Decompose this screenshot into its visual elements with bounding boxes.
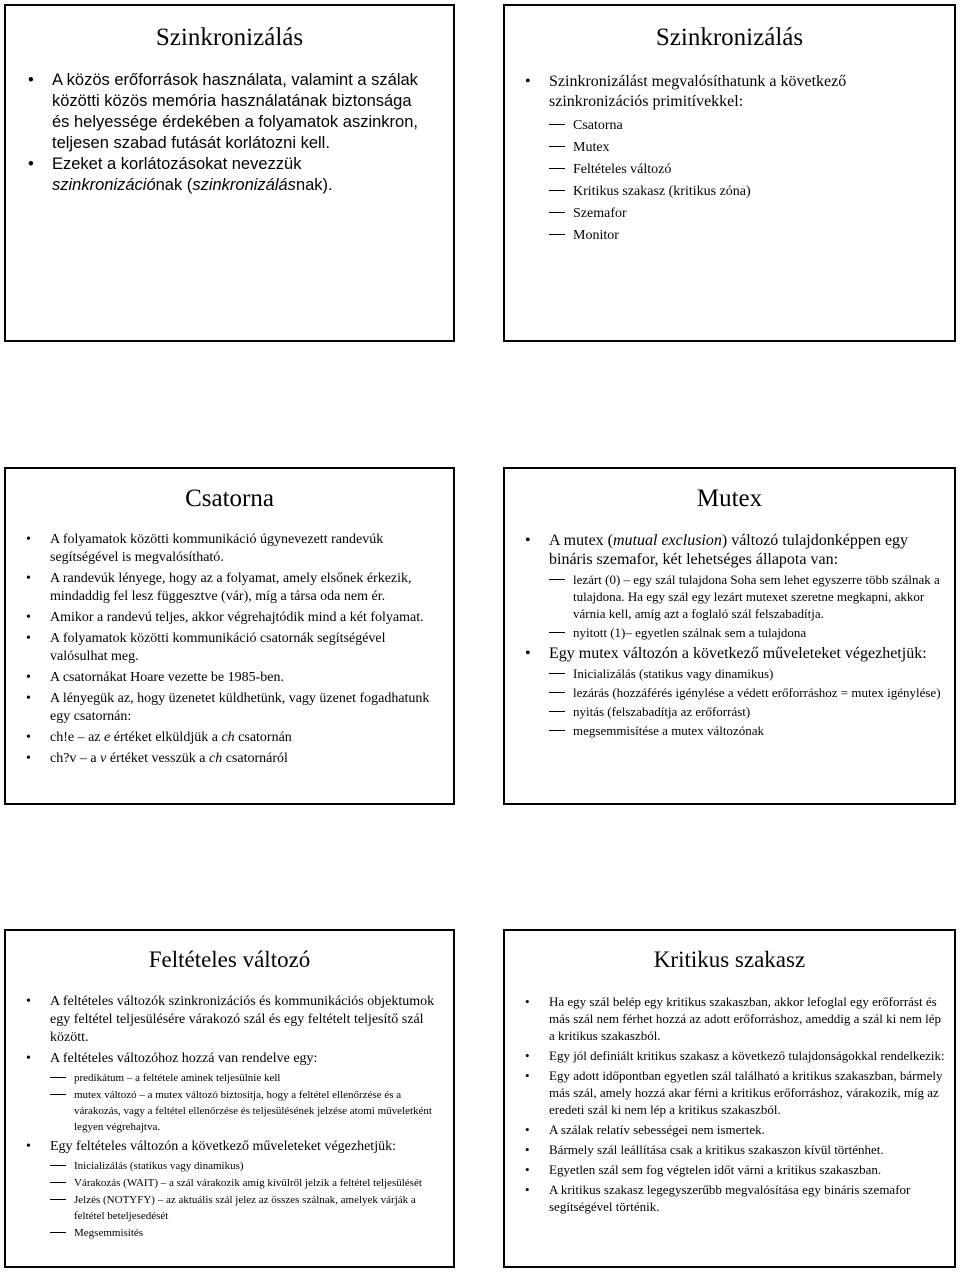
slide-kritikus-szakasz xyxy=(503,929,956,1268)
slide-szinkronizalas-2 xyxy=(503,4,956,342)
slide-felteteles-valtozo xyxy=(4,929,455,1268)
sub-item: Inicializálás (statikus vagy dinamikus) xyxy=(50,1158,446,1174)
bullet-item: • Egy jól definiált kritikus szakasz a következő tulajdonságokkal rendelkezik: xyxy=(525,1047,945,1064)
bullet-list xyxy=(26,531,446,768)
bullet-item: • ch?v – a v értéket vesszük a ch csatornáról xyxy=(26,750,446,768)
bullet-item: • A feltételes változók szinkronizációs és kommunikációs objektumok egy feltétel teljesülésére várakozó szál és egy feltételt teljesítő szál között. xyxy=(26,993,446,1047)
bullet-list xyxy=(525,531,945,739)
slide-title: Feltételes változó xyxy=(148,947,311,972)
slide-title: Szinkronizálás xyxy=(155,24,304,51)
primitive-item: Feltételes változó xyxy=(549,159,945,181)
bullet-item: • Amikor a randevú teljes, akkor végrehajtódik mind a két folyamat. xyxy=(26,609,446,627)
sub-item: megsemmisítése a mutex változónak xyxy=(549,722,945,739)
sub-item: Megsemmisítés xyxy=(50,1225,446,1241)
sub-item: Jelzés (NOTYFY) – az aktuális szál jelez az összes szálnak, amelyek várják a feltétel beteljesedését xyxy=(50,1192,446,1224)
primitive-item: Monitor xyxy=(549,225,945,247)
bullet-list xyxy=(28,70,433,196)
bullet-item: • A feltételes változóhoz hozzá van rendelve egy: xyxy=(26,1050,446,1068)
sub-item: Inicializálás (statikus vagy dinamikus) xyxy=(549,665,945,682)
slide-csatorna xyxy=(4,467,455,805)
bullet-item: • A mutex (mutual exclusion) változó tulajdonképpen egy bináris szemafor, két lehetséges állapota van: xyxy=(525,531,945,569)
slide-title: Kritikus szakasz xyxy=(653,947,806,972)
slide-szinkronizalas-1 xyxy=(4,4,455,342)
bullet-item: • ch!e – az e értéket elküldjük a ch csatornán xyxy=(26,729,446,747)
bullet-item: • Egyetlen szál sem fog végtelen időt várni a kritikus szakaszban. xyxy=(525,1161,945,1178)
sub-item: lezárás (hozzáférés igénylése a védett erőforráshoz = mutex igénylése) xyxy=(549,684,945,701)
slide-title: Szinkronizálás xyxy=(655,24,804,51)
bullet-item: • Ha egy szál belép egy kritikus szakaszban, akkor lefoglal egy erőforrást és más szál nem férhet hozzá az adott erőforráshoz, ameddig a szál ki nem lép a kritikus szakaszból. xyxy=(525,993,945,1044)
slide-mutex xyxy=(503,467,956,805)
sub-item: nyitott (1)– egyetlen szálnak sem a tulajdona xyxy=(549,624,945,641)
bullet-item: • A lényegük az, hogy üzenetet küldhetünk, vagy üzenet fogadhatunk egy csatornán: xyxy=(26,690,446,726)
primitive-item: Szemafor xyxy=(549,203,945,225)
slide-title: Csatorna xyxy=(185,485,274,512)
bullet-item: • Szinkronizálást megvalósíthatunk a következő szinkronizációs primitívekkel: xyxy=(525,72,945,112)
bullet-item: • A kritikus szakasz legegyszerűbb megvalósítása egy bináris szemafor segítségével történik. xyxy=(525,1181,945,1215)
bullet-item: • A randevúk lényege, hogy az a folyamat, amely elsőnek érkezik, mindaddig fel lesz függesztve (vár), míg a társa oda nem ér. xyxy=(26,570,446,606)
primitive-item: Kritikus szakasz (kritikus zóna) xyxy=(549,181,945,203)
bullet-item: • Ezeket a korlátozásokat nevezzük szinkronizációnak (szinkronizálásnak). xyxy=(28,154,433,196)
bullet-item: • A közös erőforrások használata, valamint a szálak közötti közös memória használatának biztonsága és helyessége érdekében a folyamatok aszinkron, teljesen szabad futását korlátozni kell. xyxy=(28,70,433,154)
bullet-item: • Egy feltételes változón a következő műveleteket végezhetjük: xyxy=(26,1138,446,1156)
bullet-item: • Egy adott időpontban egyetlen szál található a kritikus szakaszban, bármely más szál, amely hozzá akar férni a kritikus erőforráshoz, várakozik, míg az eredeti szál ki nem lép a kritikus szakaszból. xyxy=(525,1067,945,1118)
sub-item: predikátum – a feltétele aminek teljesülnie kell xyxy=(50,1070,446,1086)
bullet-list xyxy=(26,993,446,1241)
sub-item: nyitás (felszabadítja az erőforrást) xyxy=(549,703,945,720)
sub-item: mutex változó – a mutex változó biztosítja, hogy a feltétel ellenőrzése és a várakozás, vagy a feltétel ellenőrzése és teljesülésének jelzése atomi műveletként legyen végrehajtva. xyxy=(50,1087,446,1135)
bullet-item: • Bármely szál leállítása csak a kritikus szakaszon kívül történhet. xyxy=(525,1141,945,1158)
primitive-item: Csatorna xyxy=(549,115,945,137)
sub-item: lezárt (0) – egy szál tulajdona Soha sem lehet egyszerre több szálnak a tulajdona. Ha egy szál egy lezárt mutexet szeretne megkapni, akkor várnia kell, amíg azt a foglaló szál felszabadítja. xyxy=(549,571,945,622)
bullet-list xyxy=(525,993,945,1215)
bullet-item: • A folyamatok közötti kommunikáció úgynevezett randevúk segítségével is megvalósítható. xyxy=(26,531,446,567)
bullet-item: • A szálak relatív sebességei nem ismertek. xyxy=(525,1121,945,1138)
primitive-item: Mutex xyxy=(549,137,945,159)
bullet-item: • A folyamatok közötti kommunikáció csatornák segítségével valósulhat meg. xyxy=(26,630,446,666)
slide-title: Mutex xyxy=(696,485,763,512)
bullet-list xyxy=(525,72,945,247)
bullet-item: • Egy mutex változón a következő műveleteket végezhetjük: xyxy=(525,644,945,663)
sub-item: Várakozás (WAIT) – a szál várakozik amíg kívülről jelzik a feltétel teljesülését xyxy=(50,1175,446,1191)
bullet-item: • A csatornákat Hoare vezette be 1985-ben. xyxy=(26,669,446,687)
